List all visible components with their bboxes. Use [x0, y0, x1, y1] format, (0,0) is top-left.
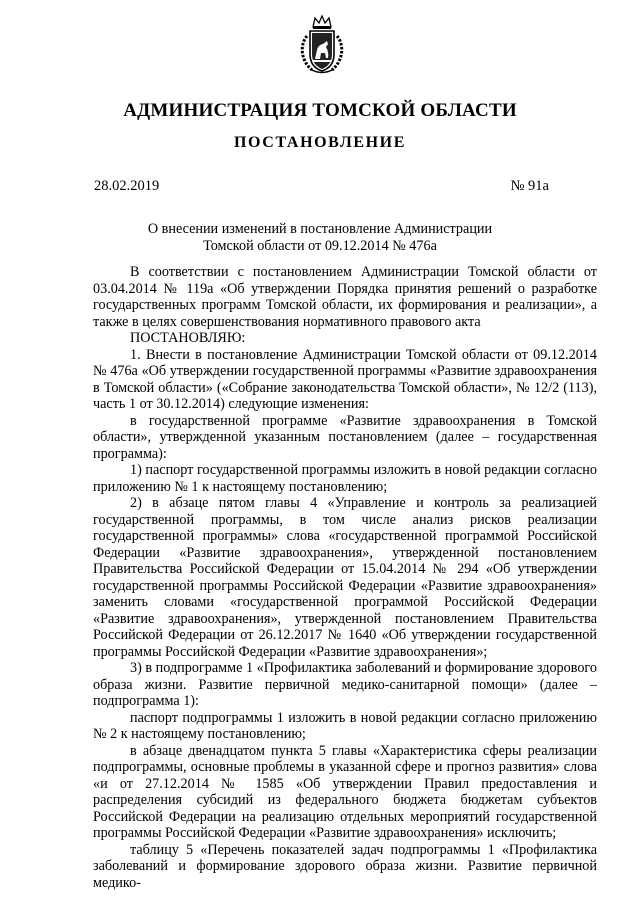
document-number: № 91а	[510, 178, 549, 194]
document-title	[0, 221, 640, 255]
organization-name: АДМИНИСТРАЦИЯ ТОМСКОЙ ОБЛАСТИ	[123, 100, 517, 121]
document-title-line: О внесении изменений в постановление Администрации	[147, 221, 493, 237]
body-paragraph: паспорт подпрограммы 1 изложить в новой редакции согласно приложению № 2 к настоящему постановлению;	[93, 709, 597, 742]
tomsk-oblast-coat-of-arms-icon	[296, 14, 348, 76]
document-body	[93, 264, 597, 891]
document-date: 28.02.2019	[94, 178, 160, 194]
document-title-line: Томской области от 09.12.2014 № 476а	[203, 238, 437, 254]
body-paragraph: таблицу 5 «Перечень показателей задач подпрограммы 1 «Профилактика заболеваний и формирование здорового образа жизни. Развитие первичной медико-	[93, 841, 597, 891]
body-paragraph: в государственной программе «Развитие здравоохранения в Томской области», утвержденной указанным постановлением (далее – государственная программа):	[93, 412, 597, 462]
body-paragraph: в абзаце двенадцатом пункта 5 главы «Характеристика сферы реализации подпрограммы, основные проблемы в указанной сфере и прогноз развития» слова «и от 27.12.2014 № 1585 «Об утверждении Правил предоставления и распределения субсидий из федерального бюджета бюджетам субъектов Российской Федерации на реализацию отдельных мероприятий государственной программы Российской Федерации «Развитие здравоохранения» исключить;	[93, 742, 597, 841]
document-type: ПОСТАНОВЛЕНИЕ	[234, 134, 406, 151]
body-paragraph: 1) паспорт государственной программы изложить в новой редакции согласно приложению № 1 к настоящему постановлению;	[93, 462, 597, 495]
body-paragraph: 1. Внести в постановление Администрации Томской области от 09.12.2014 № 476а «Об утверждении государственной программы «Развитие здравоохранения в Томской области» («Собрание законодательства Томской области», № 12/2 (113), часть 1 от 30.12.2014) следующие изменения:	[93, 346, 597, 412]
body-paragraph: В соответствии с постановлением Администрации Томской области от 03.04.2014 № 119а «Об утверждении Порядка принятия решений о разработке государственных программ Томской области, их формирования и реализации», а также в целях совершенствования нормативного правового акта	[93, 264, 597, 330]
body-paragraph-decree: ПОСТАНОВЛЯЮ:	[130, 330, 246, 346]
body-paragraph: 3) в подпрограмме 1 «Профилактика заболеваний и формирование здорового образа жизни. Развитие первичной медико-санитарной помощи» (далее – подпрограмма 1):	[93, 660, 597, 709]
body-paragraph: 2) в абзаце пятом главы 4 «Управление и контроль за реализацией государственной программы, в том числе анализ рисков реализации государственной программы» слова «государственной программой Российской Федерации «Развитие здравоохранения», утвержденной постановлением Правительства Российской Федерации от 15.04.2014 № 294 «Об утверждении государственной программы Российской Федерации «Развитие здравоохранения» заменить словами «государственной программой Российской Федерации «Развитие здравоохранения», утвержденной постановлением Правительства Российской Федерации от 26.12.2017 № 1640 «Об утверждении государственной программы Российской Федерации «Развитие здравоохранения»;	[93, 495, 597, 660]
